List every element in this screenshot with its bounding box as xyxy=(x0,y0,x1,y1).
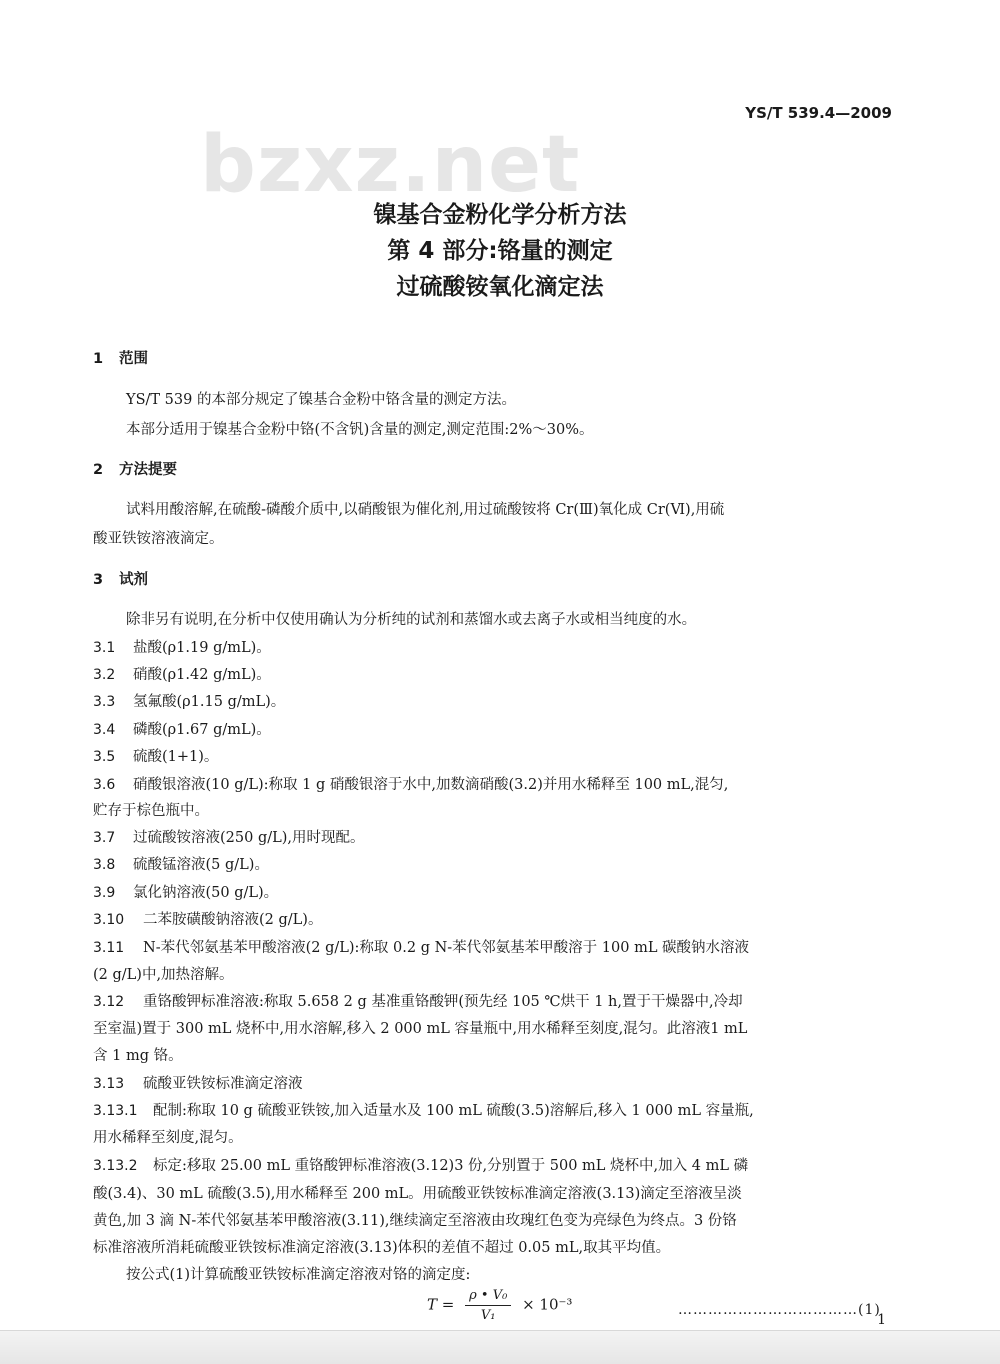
document-method: 过硫酸铵氧化滴定法 xyxy=(396,274,604,300)
item-text: 硫酸亚铁铵标准滴定溶液 xyxy=(143,1076,303,1092)
reagent-item xyxy=(93,1077,303,1092)
formula-fraction xyxy=(465,1288,511,1323)
item-number: 3.12 xyxy=(93,994,125,1010)
section-number: 3 xyxy=(93,572,104,588)
item-text: 盐酸(ρ1.19 g/mL)。 xyxy=(133,640,271,656)
paragraph: 试料用酸溶解,在硫酸-磷酸介质中,以硝酸银为催化剂,用过硫酸铵将 Cr(Ⅲ)氧化成 Cr(Ⅵ),用硫 xyxy=(126,502,725,518)
reagent-item xyxy=(93,750,218,765)
item-number: 3.8 xyxy=(93,857,116,873)
page-number: 1 xyxy=(877,1312,886,1328)
paragraph: 按公式(1)计算硫酸亚铁铵标准滴定溶液对铬的滴定度: xyxy=(126,1267,471,1283)
item-number: 3.13.1 xyxy=(93,1103,138,1119)
reagent-item xyxy=(93,668,271,683)
item-text: 硫酸锰溶液(5 g/L)。 xyxy=(133,857,269,873)
section-title: 试剂 xyxy=(119,572,148,588)
page-bottom-edge xyxy=(0,1330,1000,1364)
section-heading-principle xyxy=(93,463,177,478)
item-number: 3.6 xyxy=(93,777,116,793)
item-text: 氢氟酸(ρ1.15 g/mL)。 xyxy=(133,694,286,710)
reagent-item xyxy=(93,941,749,956)
formula-lhs: T = xyxy=(427,1295,455,1314)
item-number: 3.5 xyxy=(93,749,116,765)
item-text: 硝酸银溶液(10 g/L):称取 1 g 硝酸银溶于水中,加数滴硝酸(3.2)并用水稀释至 100 mL,混匀, xyxy=(133,777,729,793)
formula-denominator: V₁ xyxy=(480,1308,496,1323)
item-text: 硫酸(1+1)。 xyxy=(133,749,219,765)
item-text: 标定:移取 25.00 mL 重铬酸钾标准溶液(3.12)3 份,分别置于 500 mL 烧杯中,加入 4 mL 磷 xyxy=(153,1158,749,1174)
watermark: bzxz.net xyxy=(200,120,581,210)
item-number: 3.7 xyxy=(93,830,116,846)
document-title: 镍基合金粉化学分析方法 xyxy=(373,202,627,228)
paragraph: 酸亚铁铵溶液滴定。 xyxy=(93,531,224,547)
reagent-item-continuation: 至室温)置于 300 mL 烧杯中,用水溶解,移入 2 000 mL 容量瓶中,用水稀释至刻度,混匀。此溶液1 mL xyxy=(93,1021,748,1037)
item-number: 3.13.2 xyxy=(93,1158,138,1174)
formula-factor: × 10⁻³ xyxy=(522,1295,573,1314)
reagent-item-continuation: 贮存于棕色瓶中。 xyxy=(93,803,209,819)
item-text: 重铬酸钾标准溶液:称取 5.658 2 g 基准重铬酸钾(预先经 105 ℃烘干 1 h,置于干燥器中,冷却 xyxy=(143,994,743,1010)
item-number: 3.1 xyxy=(93,640,116,656)
formula-label xyxy=(678,1302,881,1318)
item-number: 3.4 xyxy=(93,722,116,738)
reagent-item xyxy=(93,723,271,738)
section-number: 1 xyxy=(93,351,104,367)
reagent-item-continuation: 标准溶液所消耗硫酸亚铁铵标准滴定溶液(3.13)体积的差值不超过 0.05 mL,取其平均值。 xyxy=(93,1240,671,1256)
item-number: 3.2 xyxy=(93,667,116,683)
item-number: 3.3 xyxy=(93,694,116,710)
equation-number: (1) xyxy=(858,1302,881,1318)
reagent-item-continuation: 用水稀释至刻度,混匀。 xyxy=(93,1130,243,1146)
section-title: 范围 xyxy=(119,351,148,367)
section-title: 方法提要 xyxy=(119,462,177,478)
section-heading-reagents xyxy=(93,573,148,588)
item-number: 3.13 xyxy=(93,1076,125,1092)
paragraph: 除非另有说明,在分析中仅使用确认为分析纯的试剂和蒸馏水或去离子水或相当纯度的水。 xyxy=(126,612,697,628)
reagent-item xyxy=(93,695,285,710)
section-heading-scope xyxy=(93,352,148,367)
reagent-item-continuation: 黄色,加 3 滴 N-苯代邻氨基苯甲酸溶液(3.11),继续滴定至溶液由玫瑰红色变为亮绿色为终点。3 份铬 xyxy=(93,1213,737,1229)
reagent-item xyxy=(93,1104,754,1119)
item-text: 过硫酸铵溶液(250 g/L),用时现配。 xyxy=(133,830,365,846)
reagent-item xyxy=(93,778,728,793)
reagent-item xyxy=(93,641,271,656)
reagent-item xyxy=(93,858,269,873)
reagent-item xyxy=(93,1159,748,1174)
paragraph: YS/T 539 的本部分规定了镍基合金粉中铬含量的测定方法。 xyxy=(126,392,516,408)
reagent-item-continuation: 含 1 mg 铬。 xyxy=(93,1048,183,1064)
standard-number: YS/T 539.4—2009 xyxy=(745,104,892,122)
leader-dots: ……………………………… xyxy=(678,1302,858,1318)
item-number: 3.11 xyxy=(93,940,125,956)
item-text: N-苯代邻氨基苯甲酸溶液(2 g/L):称取 0.2 g N-苯代邻氨基苯甲酸溶于 100 mL 碳酸钠水溶液 xyxy=(143,940,750,956)
item-text: 硝酸(ρ1.42 g/mL)。 xyxy=(133,667,271,683)
item-text: 磷酸(ρ1.67 g/mL)。 xyxy=(133,722,271,738)
item-number: 3.10 xyxy=(93,912,125,928)
document-subtitle: 第 4 部分:铬量的测定 xyxy=(387,238,613,264)
reagent-item xyxy=(93,886,278,901)
reagent-item xyxy=(93,913,322,928)
reagent-item-continuation: 酸(3.4)、30 mL 硫酸(3.5),用水稀释至 200 mL。用硫酸亚铁铵标准滴定溶液(3.13)滴定至溶液呈淡 xyxy=(93,1186,742,1202)
item-number: 3.9 xyxy=(93,885,116,901)
item-text: 氯化钠溶液(50 g/L)。 xyxy=(133,885,279,901)
item-text: 配制:称取 10 g 硫酸亚铁铵,加入适量水及 100 mL 硫酸(3.5)溶解后,移入 1 000 mL 容量瓶, xyxy=(153,1103,754,1119)
section-number: 2 xyxy=(93,462,104,478)
reagent-item xyxy=(93,831,365,846)
item-text: 二苯胺磺酸钠溶液(2 g/L)。 xyxy=(143,912,323,928)
paragraph: 本部分适用于镍基合金粉中铬(不含钒)含量的测定,测定范围:2%～30%。 xyxy=(126,422,594,438)
formula-1 xyxy=(427,1288,572,1323)
formula-numerator: ρ • V₀ xyxy=(465,1288,511,1306)
reagent-item xyxy=(93,995,743,1010)
reagent-item-continuation: (2 g/L)中,加热溶解。 xyxy=(93,967,234,983)
